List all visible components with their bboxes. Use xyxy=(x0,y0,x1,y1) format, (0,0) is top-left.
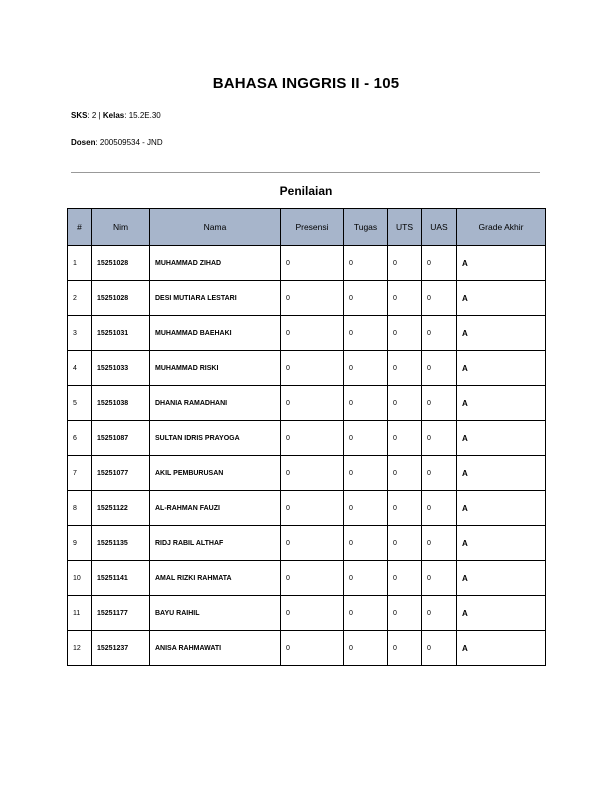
header-number: # xyxy=(68,209,92,246)
row-uas: 0 xyxy=(422,386,457,421)
row-presensi: 0 xyxy=(281,246,344,281)
sks-label: SKS xyxy=(71,111,88,120)
row-grade: A xyxy=(457,631,546,666)
table-row xyxy=(68,456,546,491)
row-grade: A xyxy=(457,386,546,421)
row-number: 10 xyxy=(68,561,92,596)
row-nama: AMAL RIZKI RAHMATA xyxy=(150,561,281,596)
row-uts: 0 xyxy=(388,491,422,526)
row-nama: SULTAN IDRIS PRAYOGA xyxy=(150,421,281,456)
table-row xyxy=(68,421,546,456)
row-presensi: 0 xyxy=(281,281,344,316)
class-info xyxy=(71,111,161,120)
table-row xyxy=(68,526,546,561)
row-uts: 0 xyxy=(388,596,422,631)
row-nim: 15251237 xyxy=(92,631,150,666)
header-grade-akhir: Grade Akhir xyxy=(457,209,546,246)
row-grade: A xyxy=(457,281,546,316)
row-nama: MUHAMMAD RISKI xyxy=(150,351,281,386)
row-tugas: 0 xyxy=(344,351,388,386)
row-nim: 15251077 xyxy=(92,456,150,491)
row-tugas: 0 xyxy=(344,491,388,526)
row-grade: A xyxy=(457,596,546,631)
row-uts: 0 xyxy=(388,316,422,351)
row-uts: 0 xyxy=(388,386,422,421)
row-grade: A xyxy=(457,456,546,491)
header-tugas: Tugas xyxy=(344,209,388,246)
table-row xyxy=(68,386,546,421)
row-presensi: 0 xyxy=(281,421,344,456)
row-uas: 0 xyxy=(422,526,457,561)
row-uts: 0 xyxy=(388,246,422,281)
row-uas: 0 xyxy=(422,351,457,386)
row-uas: 0 xyxy=(422,421,457,456)
header-uas: UAS xyxy=(422,209,457,246)
row-uts: 0 xyxy=(388,456,422,491)
row-nim: 15251177 xyxy=(92,596,150,631)
row-tugas: 0 xyxy=(344,526,388,561)
row-nim: 15251028 xyxy=(92,246,150,281)
row-grade: A xyxy=(457,526,546,561)
dosen-value: 200509534 - JND xyxy=(99,138,163,147)
meta-divider: | xyxy=(96,111,103,120)
row-number: 6 xyxy=(68,421,92,456)
row-nama: MUHAMMAD BAEHAKI xyxy=(150,316,281,351)
row-nama: DHANIA RAMADHANI xyxy=(150,386,281,421)
row-presensi: 0 xyxy=(281,316,344,351)
row-tugas: 0 xyxy=(344,316,388,351)
horizontal-divider xyxy=(71,172,540,173)
row-nim: 15251087 xyxy=(92,421,150,456)
row-nim: 15251031 xyxy=(92,316,150,351)
row-number: 9 xyxy=(68,526,92,561)
kelas-label: Kelas xyxy=(102,111,125,120)
row-nama: MUHAMMAD ZIHAD xyxy=(150,246,281,281)
row-uas: 0 xyxy=(422,281,457,316)
row-nim: 15251135 xyxy=(92,526,150,561)
row-number: 1 xyxy=(68,246,92,281)
table-row xyxy=(68,631,546,666)
row-uas: 0 xyxy=(422,316,457,351)
kelas-separator: : xyxy=(124,111,129,120)
row-grade: A xyxy=(457,491,546,526)
row-number: 4 xyxy=(68,351,92,386)
row-grade: A xyxy=(457,246,546,281)
row-presensi: 0 xyxy=(281,526,344,561)
table-row xyxy=(68,316,546,351)
dosen-separator: : xyxy=(95,138,100,147)
table-header-row xyxy=(68,209,546,246)
header-nama: Nama xyxy=(150,209,281,246)
row-nama: ANISA RAHMAWATI xyxy=(150,631,281,666)
row-uts: 0 xyxy=(388,421,422,456)
row-nim: 15251028 xyxy=(92,281,150,316)
row-uas: 0 xyxy=(422,456,457,491)
row-tugas: 0 xyxy=(344,386,388,421)
row-nama: AL-RAHMAN FAUZI xyxy=(150,491,281,526)
row-nama: BAYU RAIHIL xyxy=(150,596,281,631)
row-presensi: 0 xyxy=(281,351,344,386)
row-grade: A xyxy=(457,561,546,596)
row-nim: 15251033 xyxy=(92,351,150,386)
row-uas: 0 xyxy=(422,491,457,526)
row-nama: RIDJ RABIL ALTHAF xyxy=(150,526,281,561)
row-presensi: 0 xyxy=(281,456,344,491)
row-tugas: 0 xyxy=(344,456,388,491)
row-uas: 0 xyxy=(422,596,457,631)
row-number: 7 xyxy=(68,456,92,491)
table-row xyxy=(68,351,546,386)
row-number: 11 xyxy=(68,596,92,631)
header-uts: UTS xyxy=(388,209,422,246)
row-nama: DESI MUTIARA LESTARI xyxy=(150,281,281,316)
row-presensi: 0 xyxy=(281,631,344,666)
section-title: Penilaian xyxy=(279,184,333,198)
row-uas: 0 xyxy=(422,561,457,596)
row-presensi: 0 xyxy=(281,561,344,596)
row-nim: 15251038 xyxy=(92,386,150,421)
row-number: 3 xyxy=(68,316,92,351)
row-uas: 0 xyxy=(422,246,457,281)
row-uts: 0 xyxy=(388,561,422,596)
table-row xyxy=(68,246,546,281)
row-number: 5 xyxy=(68,386,92,421)
row-uts: 0 xyxy=(388,281,422,316)
row-grade: A xyxy=(457,316,546,351)
header-nim: Nim xyxy=(92,209,150,246)
row-tugas: 0 xyxy=(344,421,388,456)
row-tugas: 0 xyxy=(344,596,388,631)
row-tugas: 0 xyxy=(344,246,388,281)
sks-value: 2 xyxy=(91,111,97,120)
sks-separator: : xyxy=(87,111,92,120)
row-number: 8 xyxy=(68,491,92,526)
row-uts: 0 xyxy=(388,631,422,666)
row-nama: AKIL PEMBURUSAN xyxy=(150,456,281,491)
table-row xyxy=(68,491,546,526)
kelas-value: 15.2E.30 xyxy=(128,111,161,120)
row-uts: 0 xyxy=(388,526,422,561)
page-title: BAHASA INGGRIS II - 105 xyxy=(212,75,400,92)
row-tugas: 0 xyxy=(344,561,388,596)
header-presensi: Presensi xyxy=(281,209,344,246)
row-tugas: 0 xyxy=(344,631,388,666)
lecturer-info xyxy=(71,138,163,147)
row-number: 2 xyxy=(68,281,92,316)
row-nim: 15251122 xyxy=(92,491,150,526)
row-grade: A xyxy=(457,421,546,456)
row-nim: 15251141 xyxy=(92,561,150,596)
dosen-label: Dosen xyxy=(71,138,96,147)
table-row xyxy=(68,596,546,631)
row-presensi: 0 xyxy=(281,386,344,421)
row-presensi: 0 xyxy=(281,491,344,526)
row-uts: 0 xyxy=(388,351,422,386)
row-uas: 0 xyxy=(422,631,457,666)
table-row xyxy=(68,281,546,316)
row-tugas: 0 xyxy=(344,281,388,316)
row-presensi: 0 xyxy=(281,596,344,631)
row-grade: A xyxy=(457,351,546,386)
grades-table xyxy=(67,208,546,666)
table-body xyxy=(68,246,546,666)
row-number: 12 xyxy=(68,631,92,666)
table-row xyxy=(68,561,546,596)
